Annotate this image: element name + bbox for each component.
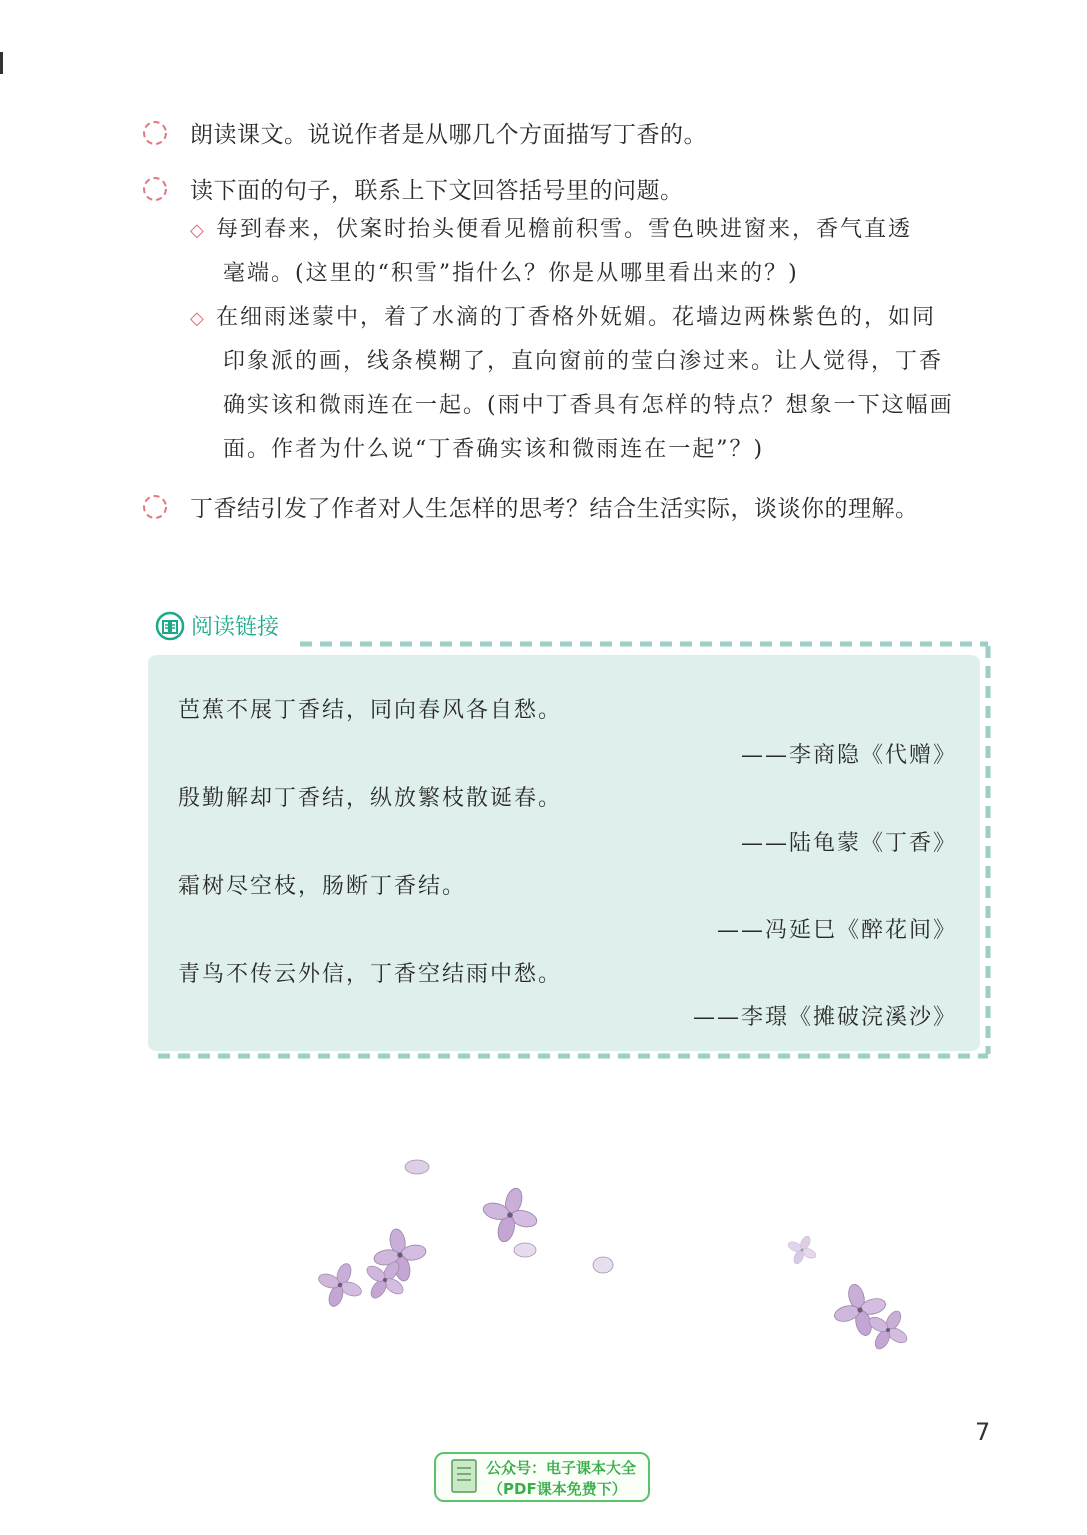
poem-line: 青鸟不传云外信，丁香空结雨中愁。 — [178, 962, 563, 987]
question-2 — [140, 172, 684, 205]
reading-link-title: 阅读链接 — [191, 615, 280, 640]
poem-source: ——陆龟蒙《丁香》 — [740, 831, 957, 856]
poem-source: ——李商隐《代赠》 — [740, 743, 957, 768]
poem-line: 芭蕉不展丁香结，同向春风各自愁。 — [178, 698, 563, 723]
book-icon — [155, 611, 185, 641]
sub-item-text: 每到春来，伏案时抬头便看见檐前积雪。雪色映进窗来，香气直透 — [216, 217, 913, 242]
sub-item-text: 面。作者为什么说“丁香确实该和微雨连在一起”？) — [223, 437, 765, 462]
dashed-circle-icon — [140, 174, 170, 204]
badge-line-1: 公众号：电子课本大全 — [486, 1459, 637, 1477]
poem-line: 霜树尽空枝，肠断丁香结。 — [178, 874, 467, 899]
poem-line: 殷勤解却丁香结，纵放繁枝散诞春。 — [178, 786, 563, 811]
sub-item-text: 印象派的画，线条模糊了，直向窗前的莹白渗过来。让人觉得，丁香 — [223, 349, 944, 374]
sub-item-2 — [190, 296, 1000, 472]
lilac-flowers-illustration — [290, 1150, 940, 1360]
reading-link-heading — [155, 610, 279, 641]
question-text: 朗读课文。说说作者是从哪几个方面描写丁香的。 — [190, 122, 707, 148]
question-3 — [140, 490, 919, 523]
dashed-circle-icon — [140, 118, 170, 148]
page-number: 7 — [975, 1418, 991, 1446]
poem-source: ——李璟《摊破浣溪沙》 — [692, 1005, 957, 1030]
edge-mark — [0, 52, 3, 74]
question-1 — [140, 116, 707, 149]
diamond-icon: ◇ — [190, 308, 206, 329]
badge-line-2: （PDF课本免费下） — [488, 1480, 627, 1498]
sub-item-text: 确实该和微雨连在一起。(雨中丁香具有怎样的特点？想象一下这幅画 — [223, 393, 954, 418]
dashed-circle-icon — [140, 492, 170, 522]
sub-item-1 — [190, 208, 1000, 296]
watermark-badge — [434, 1452, 650, 1502]
sub-item-text: 毫端。(这里的“积雪”指什么？你是从哪里看出来的？) — [223, 261, 799, 286]
textbook-icon — [448, 1458, 480, 1498]
poem-source: ——冯延巳《醉花间》 — [716, 918, 957, 943]
sub-item-text: 在细雨迷蒙中，着了水滴的丁香格外妩媚。花墙边两株紫色的，如同 — [216, 305, 937, 330]
question-text: 读下面的句子，联系上下文回答括号里的问题。 — [190, 178, 684, 204]
diamond-icon: ◇ — [190, 220, 206, 241]
question-text: 丁香结引发了作者对人生怎样的思考？结合生活实际，谈谈你的理解。 — [190, 496, 919, 522]
